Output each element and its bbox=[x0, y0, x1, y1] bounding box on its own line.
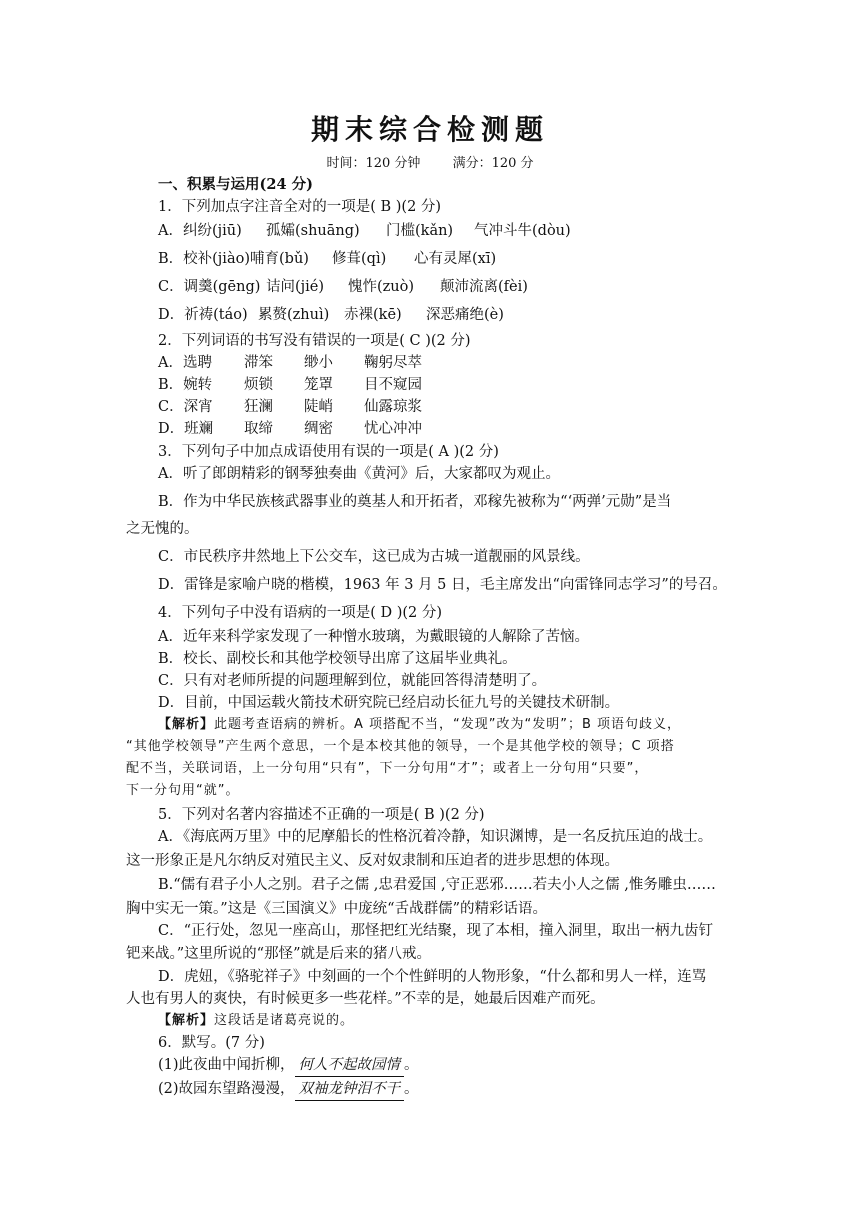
question-3-option-b-cont: 之无愧的。 bbox=[126, 521, 199, 537]
question-4-analysis-line: 下一分句用“就”。 bbox=[126, 783, 240, 798]
section-heading: 一、积累与运用(24 分) bbox=[158, 176, 313, 193]
full-score: 满分：120 分 bbox=[452, 156, 534, 171]
question-5-option-d-cont: 人也有男人的爽快，有时候更多一些花样。”不幸的是，她最后因难产而死。 bbox=[126, 991, 605, 1007]
question-5-option-a: A．《海底两万里》中的尼摩船长的性格沉着冷静，知识渊博，是一名反抗压迫的战士。 bbox=[158, 829, 713, 845]
question-4-option-a: A．近年来科学家发现了一种憎水玻璃，为戴眼镜的人解除了苦恼。 bbox=[158, 629, 589, 645]
question-5-option-b: B.“儒有君子小人之别。君子之儒 ,忠君爱国 ,守正恶邪……若夫小人之儒 ,惟务雕虫…… bbox=[158, 877, 716, 893]
question-1-option-a: A．纠纷(jiū) 孤孀(shuāng) 门槛(kǎn) 气冲斗牛(dòu) bbox=[158, 223, 571, 239]
question-4-analysis: 【解析】此题考查语病的辨析。A 项搭配不当，“发现”改为“发明”；B 项语句歧义， bbox=[158, 717, 682, 732]
question-2-stem: 2．下列词语的书写没有错误的一项是( C )(2 分) bbox=[158, 333, 471, 349]
question-2-option-a: A．选聘 滞笨 缈小 鞠躬尽萃 bbox=[158, 355, 422, 371]
dictation-item: (1)此夜曲中闻折柳， 何人不起故园情 。 bbox=[158, 1054, 768, 1077]
question-6-stem: 6．默写。(7 分) bbox=[158, 1035, 265, 1051]
question-2-option-c: C．深宵 狂澜 陡峭 仙露琼浆 bbox=[158, 399, 422, 415]
question-2-option-d: D．班斓 取缔 绸密 忧心冲冲 bbox=[158, 421, 422, 437]
question-1-option-b: B．校补(jiào)哺育(bǔ) 修葺(qì) 心有灵犀(xī) bbox=[158, 251, 497, 267]
question-3-option-c: C．市民秩序井然地上下公交车，这已成为古城一道靓丽的风景线。 bbox=[158, 549, 590, 565]
exam-meta bbox=[0, 152, 860, 171]
question-5-analysis: 【解析】这段话是诸葛亮说的。 bbox=[158, 1013, 355, 1028]
question-4-stem: 4．下列句子中没有语病的一项是( D )(2 分) bbox=[158, 605, 443, 621]
question-3-option-d: D．雷锋是家喻户晓的楷模，1963 年 3 月 5 日，毛主席发出“向雷锋同志学习”的号召。 bbox=[158, 577, 727, 593]
question-4-analysis-line: 配不当，关联词语，上一分句用“只有”，下一分句用“才”；或者上一分句用“只要”， bbox=[126, 761, 649, 776]
question-1-option-c: C．调羹(gēng) 诘问(jié) 愧怍(zuò) 颠沛流离(fèi) bbox=[158, 279, 528, 295]
question-3-option-b: B．作为中华民族核武器事业的奠基人和开拓者，邓稼先被称为“‘两弹’元勋”是当 bbox=[158, 494, 672, 510]
question-5-stem: 5．下列对名著内容描述不正确的一项是( B )(2 分) bbox=[158, 807, 485, 823]
question-4-option-d: D．目前，中国运载火箭技术研究院已经启动长征九号的关键技术研制。 bbox=[158, 695, 620, 711]
question-3-stem: 3．下列句子中加点成语使用有误的一项是( A )(2 分) bbox=[158, 444, 499, 460]
dictation-answer: 双袖龙钟泪不干 bbox=[295, 1078, 405, 1101]
dictation-answer: 何人不起故园情 bbox=[295, 1054, 405, 1077]
question-1-stem: 1．下列加点字注音全对的一项是( B )(2 分) bbox=[158, 199, 442, 215]
question-5-option-b-cont: 胸中实无一策。”这是《三国演义》中庞统“舌战群儒”的精彩话语。 bbox=[126, 901, 547, 917]
question-2-option-b: B．婉转 烦锁 笼罩 目不窥园 bbox=[158, 377, 422, 393]
dictation-item: (2)故园东望路漫漫， 双袖龙钟泪不干 。 bbox=[158, 1078, 768, 1101]
question-5-option-d: D．虎妞，《骆驼祥子》中刻画的一个个性鲜明的人物形象，“什么都和男人一样，连骂 bbox=[158, 969, 707, 985]
question-4-option-c: C．只有对老师所提的问题理解到位，就能回答得清楚明了。 bbox=[158, 673, 547, 689]
question-5-option-c: C．“正行处，忽见一座高山，那怪把红光结聚，现了本相，撞入洞里，取出一柄九齿钉 bbox=[158, 923, 714, 939]
page-title: 期末综合检测题 bbox=[310, 113, 549, 146]
analysis-tag: 【解析】 bbox=[158, 717, 215, 732]
question-1-option-d: D．祈祷(táo) 累赘(zhuì) 赤裸(kē) 深恶痛绝(è) bbox=[158, 307, 504, 323]
analysis-tag: 【解析】 bbox=[158, 1013, 215, 1028]
question-4-option-b: B．校长、副校长和其他学校领导出席了这届毕业典礼。 bbox=[158, 651, 517, 667]
question-3-option-a: A．听了郎朗精彩的钢琴独奏曲《黄河》后，大家都叹为观止。 bbox=[158, 466, 560, 482]
question-5-option-a-cont: 这一形象正是凡尔纳反对殖民主义、反对奴隶制和压迫者的进步思想的体现。 bbox=[126, 853, 619, 869]
question-4-analysis-line: “其他学校领导”产生两个意思，一个是本校其他的领导，一个是其他学校的领导；C 项搭 bbox=[126, 739, 675, 754]
time-limit: 时间：120 分钟 bbox=[326, 156, 421, 171]
question-5-option-c-cont: 钯来战。”这里所说的“那怪”就是后来的猪八戒。 bbox=[126, 946, 431, 962]
